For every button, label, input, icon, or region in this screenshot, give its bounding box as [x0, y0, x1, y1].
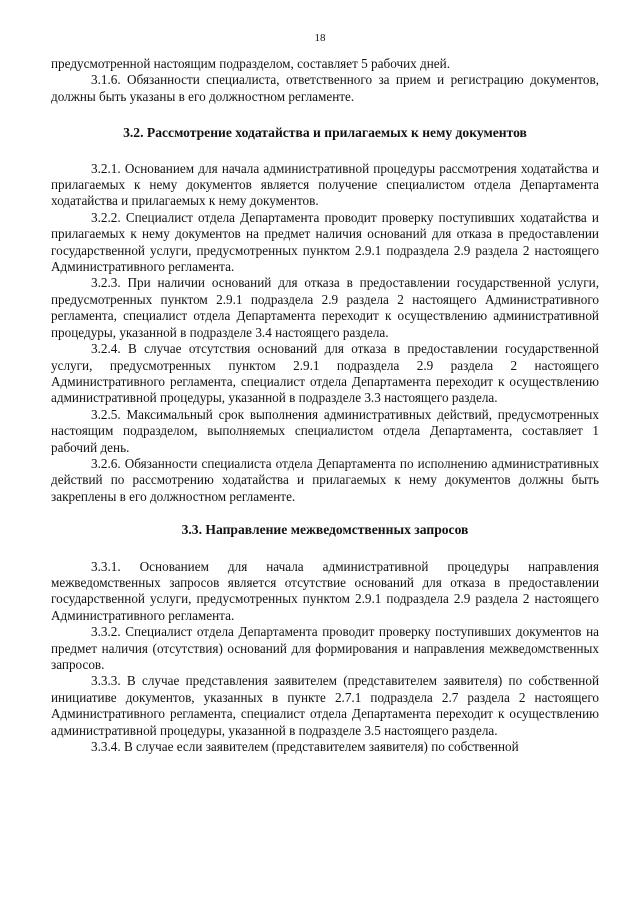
paragraph-3-3-2: 3.3.2. Специалист отдела Департамента проводит проверку поступивших документов на предмет наличия (отсутствия) оснований для формирования и направления межведомственных запросов. [51, 624, 599, 672]
document-body [51, 56, 599, 755]
paragraph-3-2-6: 3.2.6. Обязанности специалиста отдела Департамента по исполнению административных действий по рассмотрению ходатайства и прилагаемых к нему документов должны быть закреплены в его должностном регламенте. [51, 455, 599, 504]
paragraph-3-2-1: 3.2.1. Основанием для начала административной процедуры рассмотрения ходатайства и прилагаемых к нему документов является получение специалистом отдела Департамента ходатайства и прилагаемых к нему документов. [51, 160, 599, 209]
paragraph-3-3-4: 3.3.4. В случае если заявителем (представителем заявителя) по собственной [91, 739, 519, 755]
paragraph-3-1-6: 3.1.6. Обязанности специалиста, ответственного за прием и регистрацию документов, должны быть указаны в его должностном регламенте. [51, 72, 599, 104]
section-heading-3-3: 3.3. Направление межведомственных запросов [181, 522, 469, 538]
paragraph: предусмотренной настоящим подразделом, составляет 5 рабочих дней. [51, 56, 450, 71]
paragraph-3-2-4: 3.2.4. В случае отсутствия оснований для отказа в предоставлении государственной услуги, предусмотренных пунктом 2.9.1 подраздела 2.9 раздела 2 настоящего Административного регламента, специалист отдела Департамента переходит к осуществлению административной процедуры, указанной в подразделе 3.3 настоящего раздела. [51, 341, 599, 406]
section-heading-3-2: 3.2. Рассмотрение ходатайства и прилагаемых к нему документов [123, 125, 527, 141]
paragraph-3-3-3: 3.3.3. В случае представления заявителем (представителем заявителя) по собственной инициативе документов, указанных в пункте 2.7.1 подраздела 2.7 раздела 2 настоящего Административного регламента, специалист отдела Департамента переходит к осуществлению административной процедуры, указанной в подразделе 3.5 настоящего раздела. [51, 673, 599, 738]
page-number: 18 [314, 32, 326, 44]
paragraph-3-2-3: 3.2.3. При наличии оснований для отказа в предоставлении государственной услуги, предусмотренных пунктом 2.9.1 подраздела 2.9 раздела 2 настоящего Административного регламента, специалист отдела Департамента переходит к осуществлению административной процедуры, указанной в подразделе 3.4 настоящего раздела. [51, 275, 599, 340]
paragraph-3-2-2: 3.2.2. Специалист отдела Департамента проводит проверку поступивших ходатайства и прилагаемых к нему документов на предмет наличия оснований для отказа в предоставлении государственной услуги, предусмотренных пунктом 2.9.1 подраздела 2.9 раздела 2 настоящего Административного регламента. [51, 209, 599, 275]
paragraph-3-2-5: 3.2.5. Максимальный срок выполнения административных действий, предусмотренных настоящим подразделом, выполняемых специалистом отдела Департамента, составляет 1 рабочий день. [51, 406, 599, 455]
paragraph-3-3-1: 3.3.1. Основанием для начала административной процедуры направления межведомственных запросов является отсутствие оснований для отказа в предоставлении государственной услуги, предусмотренных пунктом 2.9.1 подраздела 2.9 раздела 2 настоящего Административного регламента. [51, 558, 599, 623]
